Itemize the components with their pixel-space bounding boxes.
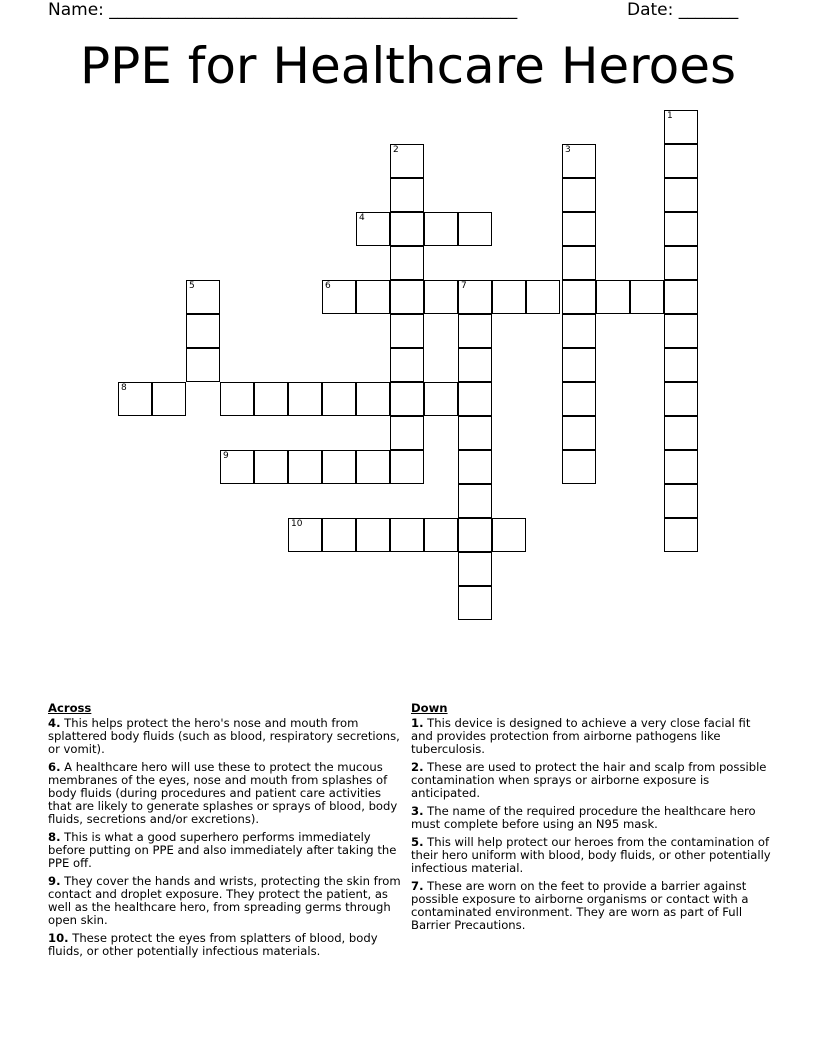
grid-cell[interactable]: [562, 450, 596, 484]
clue-number: 10.: [48, 931, 69, 945]
clue-number: 5.: [411, 835, 424, 849]
across-clues: [48, 702, 408, 963]
down-clue: [411, 836, 771, 875]
grid-cell[interactable]: [664, 314, 698, 348]
grid-cell[interactable]: [356, 518, 390, 552]
clue-number: 6.: [48, 760, 61, 774]
down-list: [411, 717, 771, 932]
down-clues: [411, 702, 771, 937]
cell-number: 1: [667, 111, 673, 121]
grid-cell[interactable]: [424, 280, 458, 314]
grid-cell[interactable]: [458, 450, 492, 484]
cell-number: 9: [223, 451, 229, 461]
cell-number: 5: [189, 281, 195, 291]
clue-number: 1.: [411, 716, 424, 730]
down-clue: [411, 805, 771, 831]
grid-cell[interactable]: [322, 450, 356, 484]
cell-number: 6: [325, 281, 331, 291]
grid-cell[interactable]: [390, 212, 424, 246]
grid-cell[interactable]: [186, 348, 220, 382]
grid-cell[interactable]: [562, 382, 596, 416]
across-clue: [48, 932, 408, 958]
grid-cell[interactable]: [322, 518, 356, 552]
grid-cell[interactable]: [356, 382, 390, 416]
clue-number: 7.: [411, 879, 424, 893]
cell-number: 10: [291, 519, 303, 529]
clue-number: 2.: [411, 760, 424, 774]
grid-cell[interactable]: [562, 280, 596, 314]
grid-cell[interactable]: [458, 416, 492, 450]
grid-cell[interactable]: [458, 586, 492, 620]
clue-text: This is what a good superhero performs immediately before putting on PPE and also immediately after taking the PPE off.: [48, 830, 397, 870]
across-list: [48, 717, 408, 958]
grid-cell[interactable]: [458, 314, 492, 348]
grid-cell[interactable]: [664, 518, 698, 552]
clue-text: This helps protect the hero's nose and mouth from splattered body fluids (such as blood, respiratory secretions, or vomit).: [48, 716, 400, 756]
grid-cell[interactable]: [562, 348, 596, 382]
clue-number: 3.: [411, 804, 424, 818]
grid-cell[interactable]: [390, 416, 424, 450]
grid-cell[interactable]: [458, 348, 492, 382]
grid-cell[interactable]: [562, 212, 596, 246]
grid-cell[interactable]: [562, 416, 596, 450]
clue-text: This device is designed to achieve a very close facial fit and provides protection from airborne pathogens like tuberculosis.: [411, 716, 751, 756]
grid-cell[interactable]: [356, 212, 390, 246]
across-clue: [48, 831, 408, 870]
grid-cell[interactable]: [458, 212, 492, 246]
grid-cell[interactable]: [562, 314, 596, 348]
clue-text: These are worn on the feet to provide a barrier against possible exposure to airborne organisms or contact with a contaminated environment. They are worn as part of Full Barrier Precautions.: [411, 879, 749, 932]
grid-cell[interactable]: [630, 280, 664, 314]
grid-cell[interactable]: [664, 110, 698, 144]
grid-cell[interactable]: [390, 178, 424, 212]
cell-number: 7: [461, 281, 467, 291]
grid-cell[interactable]: [356, 280, 390, 314]
grid-cell[interactable]: [458, 552, 492, 586]
grid-cell[interactable]: [562, 178, 596, 212]
grid-cell[interactable]: [288, 382, 322, 416]
grid-cell[interactable]: [152, 382, 186, 416]
grid-cell[interactable]: [664, 280, 698, 314]
grid-cell[interactable]: [458, 280, 492, 314]
grid-cell[interactable]: [118, 382, 152, 416]
grid-cell[interactable]: [596, 280, 630, 314]
grid-cell[interactable]: [492, 280, 526, 314]
clue-number: 8.: [48, 830, 61, 844]
grid-cell[interactable]: [254, 450, 288, 484]
down-clue: [411, 880, 771, 932]
cell-number: 3: [565, 145, 571, 155]
grid-cell[interactable]: [390, 348, 424, 382]
across-clue: [48, 761, 408, 826]
grid-cell[interactable]: [562, 144, 596, 178]
across-clue: [48, 875, 408, 927]
grid-cell[interactable]: [322, 382, 356, 416]
grid-cell[interactable]: [526, 280, 560, 314]
cell-number: 8: [121, 383, 127, 393]
grid-cell[interactable]: [458, 382, 492, 416]
grid-cell[interactable]: [220, 450, 254, 484]
grid-cell[interactable]: [424, 212, 458, 246]
grid-cell[interactable]: [186, 314, 220, 348]
clue-number: 4.: [48, 716, 61, 730]
across-heading: Across: [48, 701, 92, 715]
grid-cell[interactable]: [424, 382, 458, 416]
down-clue: [411, 717, 771, 756]
grid-cell[interactable]: [390, 450, 424, 484]
cell-number: 2: [393, 145, 399, 155]
grid-cell[interactable]: [664, 382, 698, 416]
grid-cell[interactable]: [254, 382, 288, 416]
clue-text: This will help protect our heroes from the contamination of their hero uniform with blood, body fluids, or other potentially infectious material.: [411, 835, 771, 875]
grid-cell[interactable]: [664, 246, 698, 280]
grid-cell[interactable]: [458, 518, 492, 552]
grid-cell[interactable]: [390, 280, 424, 314]
down-clue: [411, 761, 771, 800]
cell-number: 4: [359, 213, 365, 223]
across-clue: [48, 717, 408, 756]
grid-cell[interactable]: [288, 518, 322, 552]
grid-cell[interactable]: [562, 246, 596, 280]
clue-text: A healthcare hero will use these to protect the mucous membranes of the eyes, nose and mouth from splashes of body fluids (during procedures and patient care activities that are likely to generate splashes or sprays of blood, body fluids, secretions and/or excretions).: [48, 760, 398, 826]
clue-text: These protect the eyes from splatters of blood, body fluids, or other potentially infectious materials.: [48, 931, 378, 958]
grid-cell[interactable]: [288, 450, 322, 484]
grid-cell[interactable]: [492, 518, 526, 552]
clue-text: They cover the hands and wrists, protecting the skin from contact and droplet exposure. They protect the patient, as well as the healthcare hero, from spreading germs through open skin.: [48, 874, 401, 927]
clue-text: The name of the required procedure the healthcare hero must complete before using an N95 mask.: [411, 804, 756, 831]
down-heading: Down: [411, 701, 448, 715]
grid-cell[interactable]: [322, 280, 356, 314]
grid-cell[interactable]: [390, 144, 424, 178]
page-title: PPE for Healthcare Heroes: [79, 37, 737, 95]
grid-cell[interactable]: [664, 178, 698, 212]
grid-cell[interactable]: [458, 484, 492, 518]
grid-cell[interactable]: [220, 382, 254, 416]
grid-cell[interactable]: [186, 280, 220, 314]
grid-cell[interactable]: [664, 212, 698, 246]
grid-cell[interactable]: [390, 382, 424, 416]
clue-text: These are used to protect the hair and scalp from possible contamination when sprays or airborne exposure is anticipated.: [411, 760, 767, 800]
grid-cell[interactable]: [664, 484, 698, 518]
grid-cell[interactable]: [390, 518, 424, 552]
clue-number: 9.: [48, 874, 61, 888]
grid-cell[interactable]: [664, 348, 698, 382]
grid-cell[interactable]: [664, 450, 698, 484]
name-line: Name: ________________________________________________: [48, 0, 518, 20]
grid-cell[interactable]: [390, 314, 424, 348]
grid-cell[interactable]: [664, 144, 698, 178]
grid-cell[interactable]: [390, 246, 424, 280]
date-line: Date: _______: [627, 0, 739, 20]
grid-cell[interactable]: [356, 450, 390, 484]
grid-cell[interactable]: [424, 518, 458, 552]
grid-cell[interactable]: [664, 416, 698, 450]
